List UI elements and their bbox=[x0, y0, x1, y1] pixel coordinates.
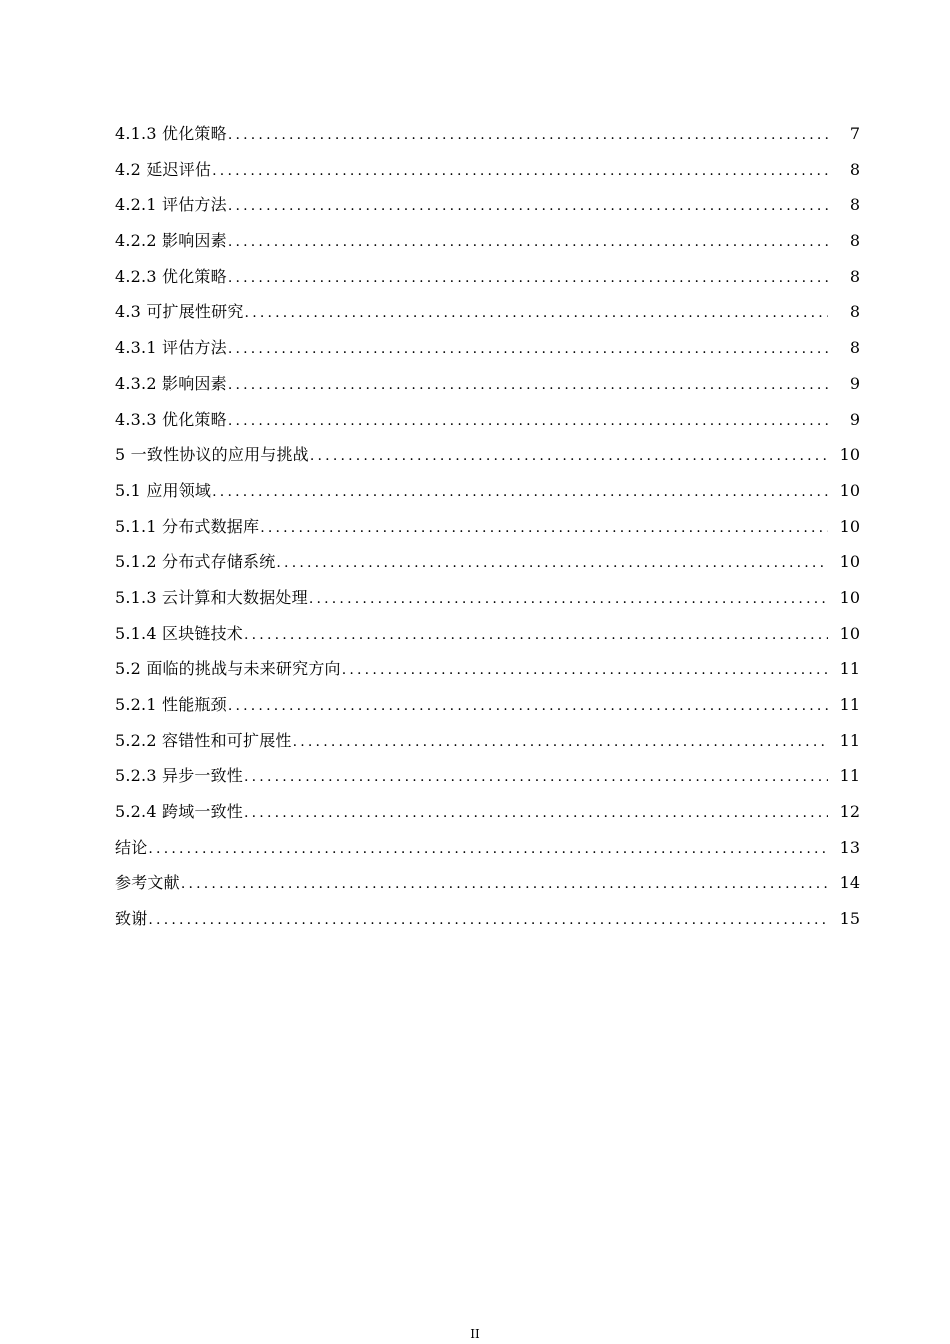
toc-dot-leader bbox=[212, 475, 828, 511]
toc-entry-page: 9 bbox=[849, 409, 860, 429]
toc-dot-leader bbox=[245, 296, 828, 332]
toc-entry-page: 11 bbox=[839, 766, 860, 786]
toc-entry-title: 5.1.2 分布式存储系统 bbox=[115, 552, 276, 572]
toc-entry-page: 11 bbox=[839, 695, 860, 714]
toc-dot-leader bbox=[244, 796, 828, 832]
toc-entry[interactable] bbox=[115, 223, 860, 259]
toc-entry-page: 8 bbox=[849, 231, 860, 251]
toc-dot-leader bbox=[260, 511, 828, 547]
toc-entry-title: 5.2.3 异步一致性 bbox=[115, 766, 243, 786]
toc-entry-title: 4.2.2 影响因素 bbox=[115, 231, 227, 251]
toc-entry-title: 5.2.2 容错性和可扩展性 bbox=[115, 730, 292, 750]
toc-entry-title: 参考文献 bbox=[115, 873, 180, 893]
toc-entry[interactable] bbox=[115, 437, 860, 473]
toc-entry-title: 5.2.1 性能瓶颈 bbox=[115, 695, 227, 714]
toc-dot-leader bbox=[148, 903, 828, 939]
toc-entry-title: 4.2.1 评估方法 bbox=[115, 195, 227, 215]
toc-entry-title: 4.2 延迟评估 bbox=[115, 159, 212, 179]
toc-dot-leader bbox=[228, 404, 828, 440]
toc-entry[interactable] bbox=[115, 187, 860, 223]
toc-entry-title: 5.1.1 分布式数据库 bbox=[115, 516, 260, 536]
toc-entry-page: 13 bbox=[839, 837, 860, 857]
toc-dot-leader bbox=[310, 439, 828, 475]
toc-entry[interactable] bbox=[115, 294, 860, 330]
toc-entry-title: 5.1 应用领域 bbox=[115, 480, 212, 500]
toc-entry[interactable] bbox=[115, 116, 860, 152]
toc-entry[interactable] bbox=[115, 865, 860, 901]
toc-dot-leader bbox=[228, 368, 828, 404]
table-of-contents bbox=[115, 116, 860, 937]
toc-dot-leader bbox=[244, 618, 828, 654]
toc-entry-title: 5.2.4 跨域一致性 bbox=[115, 802, 243, 822]
toc-dot-leader bbox=[181, 867, 828, 903]
toc-entry[interactable] bbox=[115, 901, 860, 937]
toc-entry-page: 9 bbox=[849, 373, 860, 393]
toc-entry[interactable] bbox=[115, 544, 860, 580]
toc-entry-title: 4.3.1 评估方法 bbox=[115, 338, 227, 358]
toc-entry-page: 11 bbox=[839, 730, 860, 750]
toc-entry-title: 4.1.3 优化策略 bbox=[115, 124, 227, 143]
toc-entry[interactable] bbox=[115, 509, 860, 545]
toc-entry[interactable] bbox=[115, 687, 860, 723]
toc-entry[interactable] bbox=[115, 402, 860, 438]
toc-dot-leader bbox=[276, 546, 828, 582]
toc-entry-page: 10 bbox=[839, 516, 860, 536]
toc-dot-leader bbox=[309, 582, 828, 618]
toc-entry[interactable] bbox=[115, 758, 860, 794]
toc-entry-title: 4.3 可扩展性研究 bbox=[115, 302, 244, 322]
toc-dot-leader bbox=[228, 225, 828, 261]
toc-entry-page: 8 bbox=[849, 302, 860, 322]
toc-dot-leader bbox=[228, 261, 828, 297]
toc-entry[interactable] bbox=[115, 152, 860, 188]
toc-entry[interactable] bbox=[115, 616, 860, 652]
toc-entry-title: 致谢 bbox=[115, 909, 148, 929]
toc-dot-leader bbox=[244, 760, 828, 796]
toc-entry-page: 11 bbox=[839, 659, 860, 679]
toc-entry-page: 10 bbox=[839, 623, 860, 643]
toc-dot-leader bbox=[342, 653, 828, 689]
toc-entry-page: 8 bbox=[849, 195, 860, 215]
toc-entry-page: 14 bbox=[839, 873, 860, 893]
toc-entry[interactable] bbox=[115, 830, 860, 866]
toc-entry-page: 8 bbox=[849, 266, 860, 286]
toc-entry[interactable] bbox=[115, 330, 860, 366]
toc-dot-leader bbox=[212, 154, 828, 190]
toc-entry-page: 10 bbox=[839, 445, 860, 465]
toc-entry-page: 10 bbox=[839, 587, 860, 607]
toc-entry-title: 4.3.2 影响因素 bbox=[115, 373, 227, 393]
toc-entry[interactable] bbox=[115, 651, 860, 687]
toc-entry-title: 5 一致性协议的应用与挑战 bbox=[115, 445, 309, 465]
toc-entry-title: 5.2 面临的挑战与未来研究方向 bbox=[115, 659, 341, 679]
toc-dot-leader bbox=[228, 189, 828, 225]
toc-entry-page: 15 bbox=[839, 909, 860, 929]
toc-entry[interactable] bbox=[115, 473, 860, 509]
toc-entry[interactable] bbox=[115, 723, 860, 759]
toc-entry-title: 5.1.4 区块链技术 bbox=[115, 623, 243, 643]
toc-dot-leader bbox=[293, 725, 828, 761]
page-number: II bbox=[470, 1327, 480, 1341]
toc-entry[interactable] bbox=[115, 580, 860, 616]
toc-dot-leader bbox=[228, 689, 828, 725]
toc-entry-title: 4.2.3 优化策略 bbox=[115, 266, 227, 286]
toc-entry[interactable] bbox=[115, 259, 860, 295]
toc-entry[interactable] bbox=[115, 794, 860, 830]
toc-entry-title: 结论 bbox=[115, 837, 148, 857]
toc-entry-title: 4.3.3 优化策略 bbox=[115, 409, 227, 429]
toc-entry-title: 5.1.3 云计算和大数据处理 bbox=[115, 587, 308, 607]
toc-dot-leader bbox=[228, 118, 828, 154]
toc-entry[interactable] bbox=[115, 366, 860, 402]
toc-entry-page: 10 bbox=[839, 480, 860, 500]
toc-entry-page: 10 bbox=[839, 552, 860, 572]
toc-entry-page: 12 bbox=[839, 802, 860, 822]
toc-dot-leader bbox=[228, 332, 828, 368]
toc-entry-page: 8 bbox=[849, 338, 860, 358]
toc-dot-leader bbox=[148, 832, 828, 868]
toc-entry-page: 7 bbox=[849, 124, 860, 143]
toc-entry-page: 8 bbox=[849, 159, 860, 179]
